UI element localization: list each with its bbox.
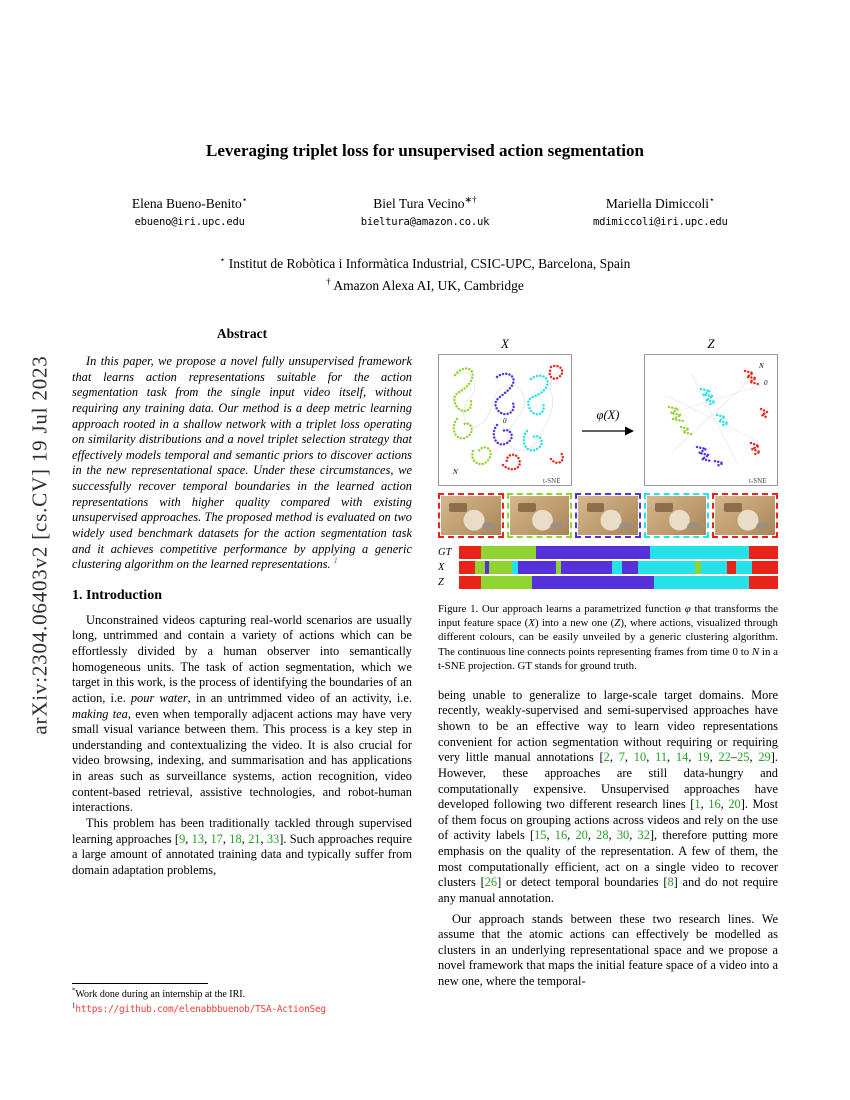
link-text[interactable]: 15 <box>534 828 547 843</box>
text-run: being unable to generalize to large-scale target domains. More recently, weakly-supervised and semi-supervised approaches have shown to be an effective way to learn video representations convenient for action segmentation without requiring or requiring very little manual annotations [ <box>438 687 778 765</box>
author-marker: ∗† <box>464 194 477 205</box>
video-frame <box>507 493 573 538</box>
cluster-green <box>472 447 490 464</box>
link-text[interactable]: 19 <box>697 750 710 765</box>
text-run: that transforms the input feature space ( <box>438 603 778 630</box>
bar-x <box>459 561 778 574</box>
link-text[interactable]: 11 <box>655 750 668 765</box>
abstract-heading: Abstract <box>216 326 268 341</box>
cluster-cyan <box>528 376 547 415</box>
text-run: † <box>326 276 331 287</box>
text-run: , <box>709 750 719 765</box>
author-name <box>307 196 542 212</box>
connecting-line <box>673 377 753 451</box>
link-text[interactable]: https://github.com/elenabbbuenob/TSA-ActionSeg <box>75 1003 326 1015</box>
segment-green <box>475 561 485 574</box>
plot-x-wrap <box>438 336 572 486</box>
text-run: ]. Most of them focus on grouping actions across videos and rely on the use of activity labels [ <box>438 797 779 843</box>
right-column <box>438 318 778 990</box>
text-run: , <box>185 831 192 846</box>
text-run: , <box>749 750 759 765</box>
abstract-text <box>72 354 412 573</box>
bar-label-gt: GT <box>438 547 452 558</box>
link-text[interactable]: 22 <box>718 750 731 765</box>
text-run: ], therefore putting more emphasis on the quality of the representation. A few of them, the most computationally efficient, act on a single video to recover clusters [ <box>438 828 778 890</box>
affiliation-1 <box>72 253 778 275</box>
body-paragraph-continued <box>438 688 778 907</box>
bar-row-gt <box>438 546 778 559</box>
text-run: 1 <box>72 1002 76 1010</box>
cluster-purple <box>495 374 513 414</box>
link-text[interactable]: 26 <box>484 875 498 890</box>
author-email[interactable]: mdimiccoli@iri.upc.edu <box>592 216 728 228</box>
link-text[interactable]: 21 <box>248 831 261 846</box>
left-column <box>72 318 412 878</box>
segment-red <box>752 561 778 574</box>
bar-gt <box>459 546 778 559</box>
author-2 <box>307 196 542 228</box>
segment-red <box>749 576 778 589</box>
author-marker: ⋆ <box>241 194 248 205</box>
text-run: X <box>528 617 535 630</box>
link-text[interactable]: 18 <box>229 831 242 846</box>
segment-purple <box>518 561 556 574</box>
frame-image <box>441 496 501 535</box>
text-run: – <box>730 750 738 765</box>
bar-label-z: Z <box>438 577 444 588</box>
text-run: ) into a new one ( <box>534 617 615 630</box>
frame-image <box>715 496 775 535</box>
cluster-green <box>681 427 691 434</box>
text-run: in a t-SNE projection. GT stands for ground truth. <box>438 645 778 672</box>
text-run: , <box>667 750 676 765</box>
affiliations <box>72 253 778 296</box>
connecting-line <box>667 385 761 415</box>
text-run: ] or detect temporal boundaries [ <box>497 875 668 890</box>
video-frame <box>712 493 778 538</box>
arxiv-stamp: arXiv:2304.06403v2 [cs.CV] 19 Jul 2023 <box>27 355 52 735</box>
segment-cyan <box>701 561 727 574</box>
tsne-plot-z <box>645 355 779 487</box>
link-text[interactable]: 17 <box>210 831 223 846</box>
link-text[interactable]: 1 <box>694 797 701 812</box>
segment-cyan <box>654 576 750 589</box>
segment-cyan <box>638 561 695 574</box>
text-run: , <box>222 831 230 846</box>
footnote-1 <box>72 1003 412 1018</box>
frame-image <box>578 496 638 535</box>
author-email[interactable]: bieltura@amazon.co.uk <box>360 216 490 228</box>
tsne-label: t-SNE <box>749 477 767 485</box>
affiliation-2 <box>72 275 778 297</box>
cluster-purple <box>697 447 711 461</box>
bar-z <box>459 576 778 589</box>
intro-paragraph-2 <box>72 816 412 879</box>
tsne-plot-x <box>439 355 573 487</box>
text-run: , even when temporally adjacent actions may have very small visual variance between them. This process is a key step in understanding and contextualizing the video. It is also crucial for video browsing, indexing, and summarisation and has applications in areas such as surveillance systems, action recognition, video content-based retrieval, assistive technologies, and robot-human interactions. <box>72 706 412 815</box>
cluster-red <box>751 443 760 455</box>
frame-image <box>647 496 707 535</box>
right-column-body <box>438 688 778 990</box>
plot-z-label: Z <box>707 336 715 351</box>
link-text[interactable]: 20 <box>728 797 741 812</box>
link-text[interactable]: 20 <box>575 828 588 843</box>
text-run: ]. However, these approaches are still data-hungry and computationally expensive. Unsupervised approaches have developed following two different research lines [ <box>438 750 778 812</box>
author-name <box>72 196 307 212</box>
text-run: , <box>609 750 619 765</box>
segment-red <box>727 561 737 574</box>
text-run: , <box>204 831 211 846</box>
link-text[interactable]: 2 <box>603 750 610 765</box>
segment-red <box>459 576 481 589</box>
link-text[interactable]: 25 <box>737 750 750 765</box>
video-frame <box>644 493 710 538</box>
bar-row-x <box>438 561 778 574</box>
segment-purple <box>532 576 653 589</box>
text-run: Z <box>614 617 621 630</box>
cluster-red <box>551 453 563 463</box>
video-frame-strip <box>438 493 778 538</box>
cluster-cyan <box>717 415 728 426</box>
right-arrow-icon <box>580 425 636 437</box>
link-text[interactable]: 9 <box>179 831 186 846</box>
text-run: In this paper, we propose a novel fully unsupervised framework that learns action representations suitable for the action segmentation task from the single input video itself, without requiring any training data. Our method is a deep metric learning approach rooted in a shallow network with a triplet loss operating on similarity distributions and a novel triplet selection strategy that effectively models temporal and semantic priors to discover actions in the new representational space. Under these circumstances, we successfully recover temporal boundaries in the learned action representations with higher quality compared with existing unsupervised approaches. The proposed method is evaluated on two widely used benchmark datasets for the action segmentation task and it achieves competitive performance by applying a generic clustering algorithm on the learned representations. <box>72 354 412 572</box>
text-run: , in an untrimmed video of an activity, i.e. <box>187 690 412 705</box>
author-3 <box>543 196 778 228</box>
text-run: , <box>720 797 729 812</box>
segment-cyan <box>736 561 752 574</box>
figure-1 <box>438 336 778 673</box>
link-text[interactable]: 10 <box>633 750 647 765</box>
text-run: , <box>608 828 617 843</box>
cluster-green <box>454 419 472 438</box>
text-run: making tea <box>72 706 128 721</box>
link-text[interactable]: 29 <box>758 750 771 765</box>
link-text[interactable]: 7 <box>618 750 625 765</box>
link-text[interactable]: 16 <box>554 828 568 843</box>
text-run: ] and do not require any manual annotation. <box>438 875 778 905</box>
author-marker: ⋆ <box>708 194 715 205</box>
cluster-purple <box>494 425 512 444</box>
author-name-text: Mariella Dimiccoli <box>605 196 709 211</box>
text-run: φ <box>684 603 691 615</box>
text-run: Institut de Robòtica i Informàtica Industrial, CSIC-UPC, Barcelona, Spain <box>225 256 631 271</box>
plot-x-box <box>438 354 572 486</box>
link-text[interactable]: 16 <box>708 797 721 812</box>
connecting-line <box>691 373 737 463</box>
frame-image <box>510 496 570 535</box>
bar-label-x: X <box>438 562 445 573</box>
video-frame <box>575 493 641 538</box>
video-frame <box>438 493 504 538</box>
link-text[interactable]: 28 <box>596 828 609 843</box>
cluster-red <box>745 371 758 384</box>
cluster-cyan <box>524 431 542 450</box>
link-text[interactable]: 13 <box>191 831 205 846</box>
text-run: Figure 1. Our approach learns a parametrized function <box>438 603 685 615</box>
text-run: * <box>72 987 76 995</box>
plot-zero-label: 0 <box>503 417 507 425</box>
text-run: , <box>646 750 656 765</box>
plot-zero-label: 0 <box>764 379 768 387</box>
text-run: Work done during an internship at the IRI. <box>75 989 246 1000</box>
text-run: , <box>587 828 597 843</box>
text-run: , <box>241 831 249 846</box>
text-run: Our approach stands between these two research lines. We assume that the atomic actions can effectively be modelled as clusters in an underlying representational space and we propose a novel framework that maps the initial feature space of a video into a new one, where the temporal- <box>438 911 778 989</box>
segment-purple <box>561 561 612 574</box>
phi-function-label: φ(X) <box>596 408 620 422</box>
body-paragraph-2 <box>438 912 778 990</box>
paper-title: Leveraging triplet loss for unsupervised action segmentation <box>206 141 644 160</box>
segment-green <box>489 561 511 574</box>
author-block <box>72 196 778 228</box>
text-run: Unconstrained videos capturing real-world scenarios are usually long, untrimmed and contain a variety of actions which can be effortlessly divided by a human observer into semantically homogeneous units. The task of action segmentation, which we target in this work, is the process of identifying the boundaries of an action, i.e. <box>72 612 412 705</box>
link-text[interactable]: 30 <box>616 828 630 843</box>
author-name-text: Biel Tura Vecino <box>373 196 465 211</box>
text-run: , <box>546 828 555 843</box>
segment-red <box>749 546 778 559</box>
plot-n-label: N <box>453 468 458 476</box>
segmentation-bars <box>438 546 778 589</box>
mapping-arrow-wrap <box>577 408 639 442</box>
segment-green <box>481 546 535 559</box>
text-run: , <box>624 750 634 765</box>
intro-paragraph-1 <box>72 613 412 816</box>
segment-cyan <box>612 561 622 574</box>
author-1 <box>72 196 307 228</box>
plot-x-label: X <box>501 336 509 351</box>
text-run: , <box>260 831 267 846</box>
author-name <box>543 196 778 212</box>
author-email[interactable]: ebueno@iri.upc.edu <box>134 216 245 228</box>
text-run: N <box>751 645 760 658</box>
tsne-label: t-SNE <box>543 477 561 485</box>
text-run: , <box>567 828 576 843</box>
text-run: ), where actions, visualized through different colours, can be easily unveiled by a generic clustering algorithm. The continuous line connects points representing frames from time 0 to <box>438 617 778 658</box>
footnote-star <box>72 988 412 1003</box>
text-run: Amazon Alexa AI, UK, Cambridge <box>330 277 524 293</box>
text-run: , <box>700 797 709 812</box>
connecting-line <box>665 395 757 441</box>
segment-red <box>459 546 481 559</box>
segment-purple <box>536 546 651 559</box>
section-heading-introduction: 1. Introduction <box>72 587 162 603</box>
author-name-text: Elena Bueno-Benito <box>131 196 242 211</box>
link-text[interactable]: 32 <box>637 828 650 843</box>
text-run: ⋆ <box>219 254 226 265</box>
link-text[interactable]: 33 <box>266 831 280 846</box>
plot-z-wrap <box>644 336 778 486</box>
text-run: ]. Such approaches require a large amount of annotated training data and typically suffer from domain adaptation problems, <box>72 831 412 877</box>
segment-cyan <box>650 546 749 559</box>
segment-purple <box>622 561 638 574</box>
footnote-block <box>72 983 412 1017</box>
segment-green <box>481 576 532 589</box>
plot-n-label: N <box>759 362 764 370</box>
footnote-rule <box>72 983 208 984</box>
text-run: , <box>629 828 638 843</box>
cluster-purple <box>715 461 723 466</box>
figure-caption <box>438 602 778 673</box>
text-run: pour water <box>130 690 188 705</box>
link-text[interactable]: 1 <box>333 555 338 565</box>
link-text[interactable]: 14 <box>675 750 689 765</box>
segment-red <box>459 561 475 574</box>
bar-row-z <box>438 576 778 589</box>
cluster-red <box>550 366 563 379</box>
cluster-red <box>503 455 520 470</box>
tsne-plots <box>438 336 778 486</box>
link-text[interactable]: 8 <box>667 875 674 890</box>
text-run: This problem has been traditionally tackled through supervised learning approaches [ <box>72 815 412 846</box>
text-run: , <box>688 750 698 765</box>
plot-z-box <box>644 354 778 486</box>
cluster-red <box>761 409 768 418</box>
